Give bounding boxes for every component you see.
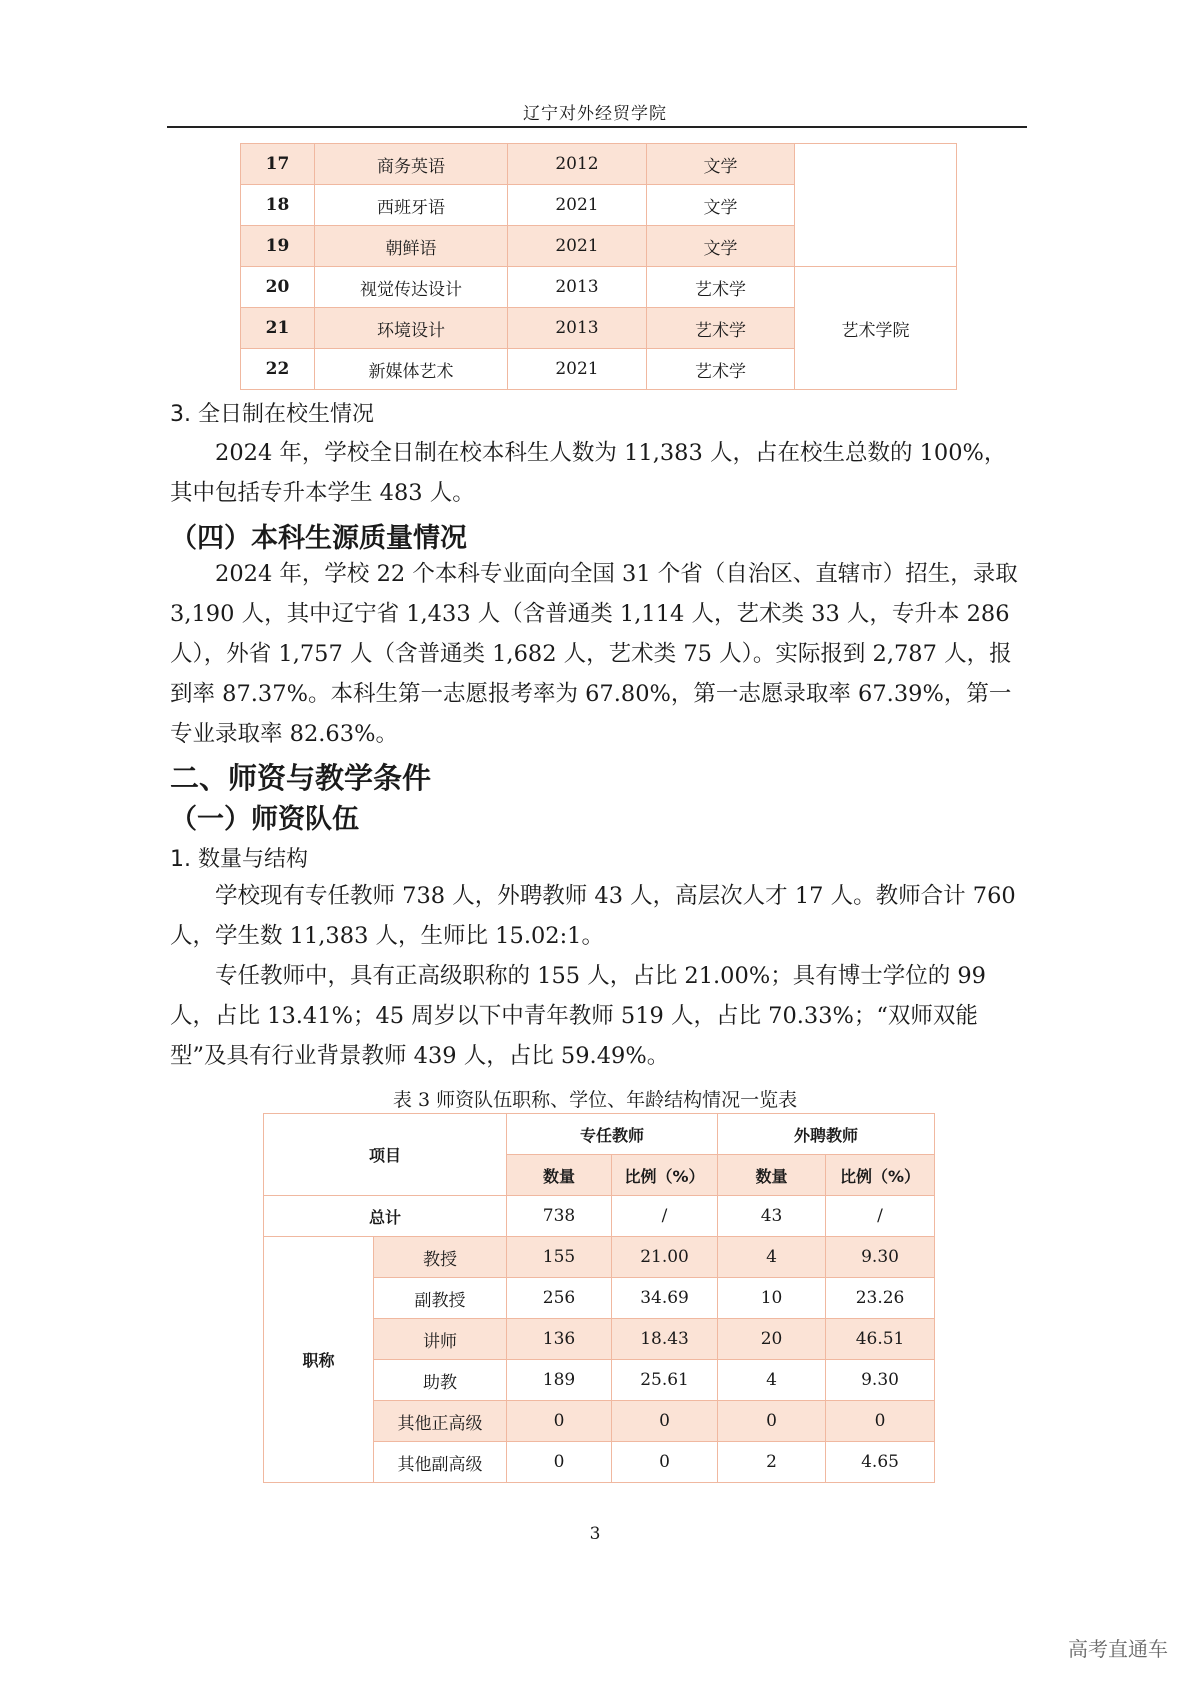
cell-ex-count: 0 <box>718 1401 826 1442</box>
running-header: 辽宁对外经贸学院 <box>523 104 667 124</box>
major-year: 2012 <box>508 144 647 185</box>
cell-ex-ratio: 46.51 <box>826 1319 935 1360</box>
major-year: 2013 <box>508 308 647 349</box>
cell-ft-ratio: / <box>612 1196 718 1237</box>
major-discipline: 艺术学 <box>647 308 795 349</box>
cell-ex-ratio: / <box>826 1196 935 1237</box>
major-no: 18 <box>241 185 315 226</box>
table-caption: 表 3 师资队伍职称、学位、年龄结构情况一览表 <box>392 1089 798 1111</box>
cell-ft-count: 256 <box>507 1278 612 1319</box>
table-header-row <box>264 1114 935 1155</box>
row-label: 副教授 <box>374 1278 507 1319</box>
major-no: 19 <box>241 226 315 267</box>
watermark-text: 高考直通车 <box>1068 1637 1168 1661</box>
major-discipline: 艺术学 <box>647 349 795 390</box>
cell-ex-count: 10 <box>718 1278 826 1319</box>
cell-ex-ratio: 23.26 <box>826 1278 935 1319</box>
cell-ex-count: 4 <box>718 1360 826 1401</box>
cell-ft-ratio: 21.00 <box>612 1237 718 1278</box>
table-row-total <box>264 1196 935 1237</box>
header-item: 项目 <box>264 1114 507 1196</box>
header-ft-ratio: 比例（%） <box>612 1155 718 1196</box>
paragraph-admissions: 2024 年，学校 22 个本科专业面向全国 31 个省（自治区、直辖市）招生，录取 3,190 人，其中辽宁省 1,433 人（含普通类 1,114 人，艺术类 33 人，专升本 286 人），外省 1,757 人（含普通类 1,682 人，艺术类 75 人）。实际报到 2,787 人，报到率 87.37%。本科生第一志愿报考率为 67.80%，第一志愿录取率 67.39%，第一专业录取率 82.63%。 <box>170 561 1018 747</box>
major-no: 22 <box>241 349 315 390</box>
header-ex-ratio: 比例（%） <box>826 1155 935 1196</box>
cell-ex-count: 20 <box>718 1319 826 1360</box>
cell-ft-ratio: 0 <box>612 1401 718 1442</box>
section-heading-admissions: （四）本科生源质量情况 <box>170 523 467 554</box>
college-name: 艺术学院 <box>795 267 957 390</box>
table-row <box>241 267 957 308</box>
cell-ft-count: 0 <box>507 1442 612 1483</box>
header-fulltime: 专任教师 <box>507 1114 718 1155</box>
major-name: 朝鲜语 <box>315 226 508 267</box>
cell-ft-count: 0 <box>507 1401 612 1442</box>
faculty-table <box>263 1113 935 1483</box>
header-ft-count: 数量 <box>507 1155 612 1196</box>
cell-ex-ratio: 9.30 <box>826 1237 935 1278</box>
cell-ex-count: 4 <box>718 1237 826 1278</box>
major-year: 2021 <box>508 185 647 226</box>
cell-ft-ratio: 0 <box>612 1442 718 1483</box>
college-cell-empty <box>795 144 957 267</box>
major-year: 2021 <box>508 226 647 267</box>
cell-ft-count: 155 <box>507 1237 612 1278</box>
major-year: 2021 <box>508 349 647 390</box>
row-label: 其他正高级 <box>374 1401 507 1442</box>
major-name: 新媒体艺术 <box>315 349 508 390</box>
table-row <box>264 1237 935 1278</box>
major-name: 环境设计 <box>315 308 508 349</box>
major-name: 西班牙语 <box>315 185 508 226</box>
paragraph-faculty-structure: 专任教师中，具有正高级职称的 155 人，占比 21.00%；具有博士学位的 99 人，占比 13.41%；45 周岁以下中青年教师 519 人，占比 70.33%；“双师双能型”及具有行业背景教师 439 人，占比 59.49%。 <box>170 963 986 1069</box>
major-year: 2013 <box>508 267 647 308</box>
cell-ft-count: 189 <box>507 1360 612 1401</box>
row-label: 其他副高级 <box>374 1442 507 1483</box>
subsection-heading-structure: 1. 数量与结构 <box>170 847 308 872</box>
major-discipline: 文学 <box>647 226 795 267</box>
header-ex-count: 数量 <box>718 1155 826 1196</box>
cell-ft-count: 738 <box>507 1196 612 1237</box>
header-rule <box>167 126 1027 128</box>
row-label: 助教 <box>374 1360 507 1401</box>
majors-table <box>240 143 957 390</box>
major-no: 21 <box>241 308 315 349</box>
paragraph-faculty-count: 学校现有专任教师 738 人，外聘教师 43 人，高层次人才 17 人。教师合计 760 人，学生数 11,383 人，生师比 15.02:1。 <box>170 883 1016 949</box>
section-heading-faculty-team: （一）师资队伍 <box>170 804 359 835</box>
section-heading-enrolled: 3. 全日制在校生情况 <box>170 402 374 427</box>
row-label: 讲师 <box>374 1319 507 1360</box>
cell-ex-ratio: 9.30 <box>826 1360 935 1401</box>
major-name: 视觉传达设计 <box>315 267 508 308</box>
major-name: 商务英语 <box>315 144 508 185</box>
major-discipline: 艺术学 <box>647 267 795 308</box>
major-discipline: 文学 <box>647 144 795 185</box>
page-number: 3 <box>589 1524 601 1544</box>
cell-ft-ratio: 34.69 <box>612 1278 718 1319</box>
major-discipline: 文学 <box>647 185 795 226</box>
major-no: 17 <box>241 144 315 185</box>
row-label: 教授 <box>374 1237 507 1278</box>
total-label: 总计 <box>264 1196 507 1237</box>
cell-ft-ratio: 18.43 <box>612 1319 718 1360</box>
group-label-title: 职称 <box>264 1237 374 1483</box>
cell-ex-count: 43 <box>718 1196 826 1237</box>
cell-ft-ratio: 25.61 <box>612 1360 718 1401</box>
cell-ex-ratio: 0 <box>826 1401 935 1442</box>
chapter-heading-faculty: 二、师资与教学条件 <box>170 761 432 795</box>
cell-ex-ratio: 4.65 <box>826 1442 935 1483</box>
paragraph-enrolled: 2024 年，学校全日制在校本科生人数为 11,383 人，占在校生总数的 100%，其中包括专升本学生 483 人。 <box>170 440 1007 506</box>
cell-ft-count: 136 <box>507 1319 612 1360</box>
table-row <box>241 144 957 185</box>
cell-ex-count: 2 <box>718 1442 826 1483</box>
header-external: 外聘教师 <box>718 1114 935 1155</box>
major-no: 20 <box>241 267 315 308</box>
